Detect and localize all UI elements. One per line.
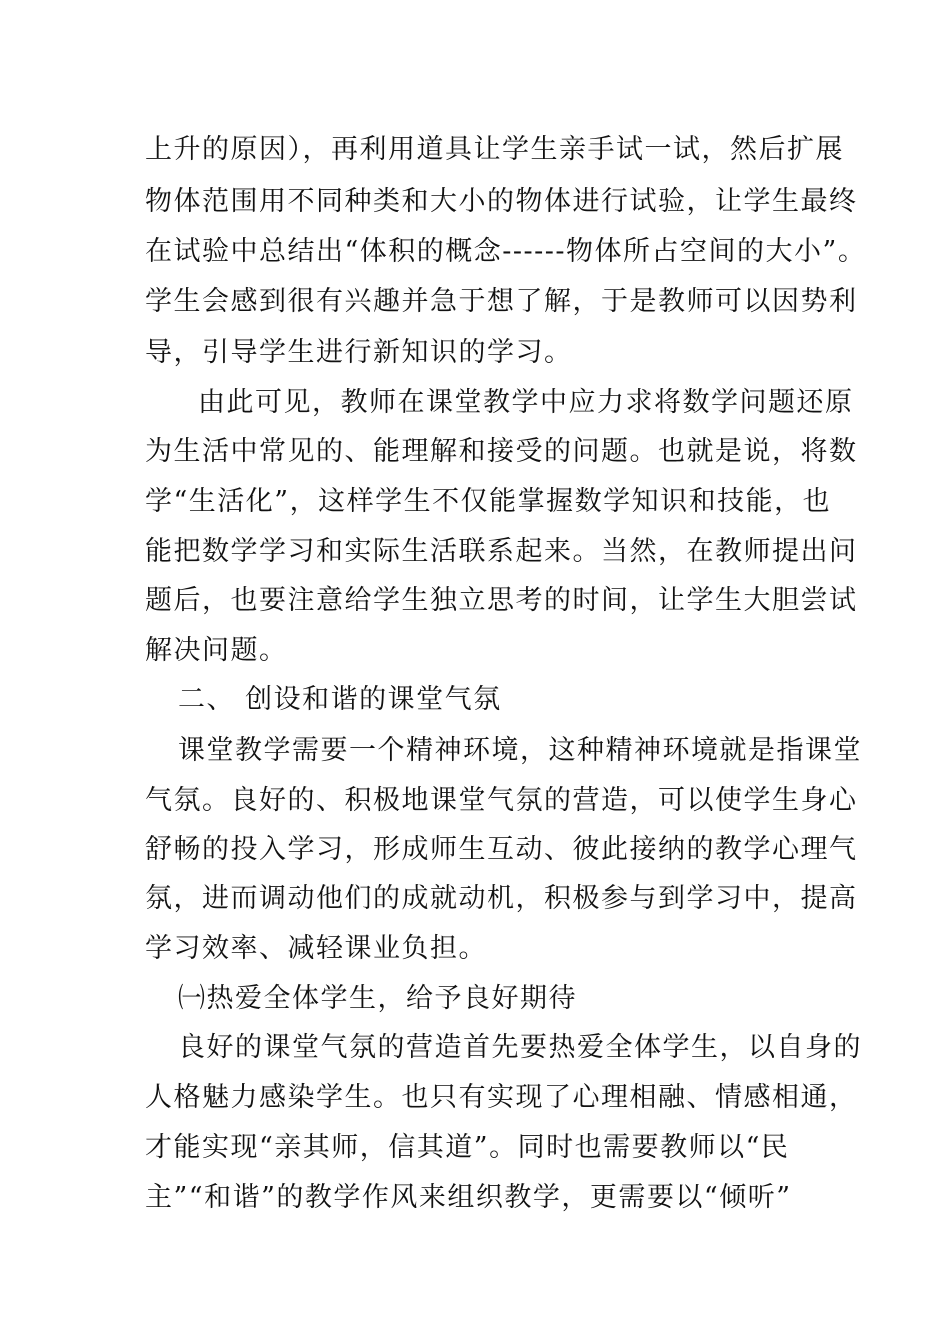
text-line: 人格魅力感染学生。也只有实现了心理相融、情感相通， <box>145 1082 858 1113</box>
subsection-heading: ㈠热爱全体学生，给予良好期待 <box>178 983 577 1014</box>
text-line: 学习效率、减轻课业负担。 <box>145 933 487 964</box>
text-line: 题后，也要注意给学生独立思考的时间，让学生大胆尝试 <box>145 585 858 616</box>
text-line: 主”“和谐”的教学作风来组织教学，更需要以“倾听” <box>145 1182 792 1213</box>
text-line: 学生会感到很有兴趣并急于想了解，于是教师可以因势利 <box>145 286 858 317</box>
text-line: 课堂教学需要一个精神环境，这种精神环境就是指课堂 <box>178 735 862 766</box>
text-line: 气氛。良好的、积极地课堂气氛的营造，可以使学生身心 <box>145 785 858 816</box>
text-line: 在试验中总结出“体积的概念------物体所占空间的大小”。 <box>145 236 867 267</box>
text-line: 学“生活化”，这样学生不仅能掌握数学知识和技能，也 <box>145 486 832 517</box>
text-line: 氛，进而调动他们的成就动机，积极参与到学习中，提高 <box>145 883 858 914</box>
text-line: 舒畅的投入学习，形成师生互动、彼此接纳的教学心理气 <box>145 834 858 865</box>
text-line: 由此可见，教师在课堂教学中应力求将数学问题还原 <box>198 387 854 418</box>
text-line: 才能实现“亲其师，信其道”。同时也需要教师以“民 <box>145 1132 790 1163</box>
text-line: 良好的课堂气氛的营造首先要热爱全体学生，以自身的 <box>178 1032 862 1063</box>
section-heading: 二、 创设和谐的课堂气氛 <box>178 684 502 715</box>
text-line: 物体范围用不同种类和大小的物体进行试验，让学生最终 <box>145 186 858 217</box>
text-line: 能把数学学习和实际生活联系起来。当然，在教师提出问 <box>145 536 858 567</box>
text-line: 为生活中常见的、能理解和接受的问题。也就是说，将数 <box>145 436 858 467</box>
text-line: 导，引导学生进行新知识的学习。 <box>145 337 573 368</box>
text-line: 解决问题。 <box>145 635 288 666</box>
text-line: 上升的原因），再利用道具让学生亲手试一试，然后扩展 <box>145 134 844 165</box>
